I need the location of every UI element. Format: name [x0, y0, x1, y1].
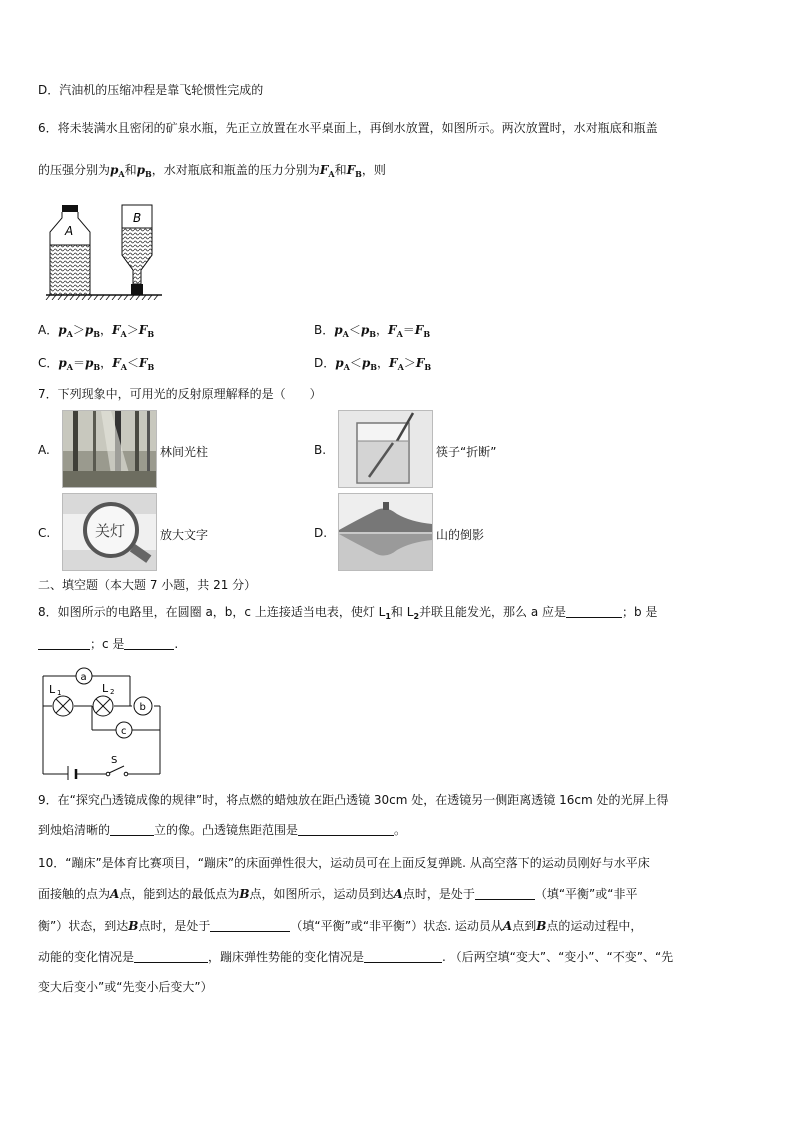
q9-blank-1[interactable] — [110, 823, 154, 836]
q6-option-b[interactable]: B．$p_A<p_B$，$F_A=F_B$ — [314, 323, 431, 339]
q7-option-b-key[interactable]: B. — [314, 443, 327, 457]
q7-stem: 7．下列现象中，可用光的反射原理解释的是（ ） — [38, 387, 322, 401]
q9-stem-line2: 到烛焰清晰的 立的像。凸透镜焦距范围是 。 — [38, 823, 407, 837]
svg-text:a: a — [80, 672, 87, 683]
section-2-heading: 二、填空题（本大题 7 小题，共 21 分） — [38, 578, 257, 592]
battery — [68, 766, 76, 780]
chopstick-glass-photo — [338, 410, 433, 488]
bottles-figure — [44, 200, 164, 300]
q8-blank-b[interactable] — [38, 637, 90, 650]
q7-option-a-text: 林间光柱 — [160, 445, 209, 459]
q7-option-a-key[interactable]: A. — [38, 443, 50, 457]
q10-stem-line5: 变大后变小”或“先变小后变大”） — [38, 980, 213, 994]
svg-text:S: S — [111, 755, 118, 766]
bottle-b-label: B — [133, 211, 142, 225]
lamp-l2 — [93, 696, 113, 716]
svg-text:1: 1 — [57, 689, 62, 697]
q7-option-d-key[interactable]: D. — [314, 526, 328, 540]
bottle-a — [50, 205, 90, 295]
q6-option-d[interactable]: D．$p_A<p_B$，$F_A>F_B$ — [314, 356, 432, 372]
q10-blank-4[interactable] — [364, 950, 442, 963]
q9-blank-2[interactable] — [298, 823, 394, 836]
bottle-a-label: A — [65, 224, 74, 238]
mountain-reflection-photo — [338, 493, 433, 571]
q10-blank-3[interactable] — [134, 950, 208, 963]
magnifier-photo — [62, 493, 157, 571]
q10-stem-line2: 面接触的点为A点，能到达的最低点为B点，如图所示，运动员到达A点时，是处于 （填“平衡”或“非平 — [38, 887, 638, 901]
q7-option-c-key[interactable]: C. — [38, 526, 51, 540]
q8-stem-line1: 8．如图所示的电路里，在圆圈 a，b，c 上连接适当电表，使灯 $L_1$和 $L_2$并联且能发光，那么 a 应是 ；b 是 — [38, 605, 658, 621]
svg-text:b: b — [139, 702, 146, 713]
switch — [106, 766, 128, 776]
lamp-l1 — [53, 696, 73, 716]
q5-option-d: D．汽油机的压缩冲程是靠飞轮惯性完成的 — [38, 83, 264, 97]
q6-option-a[interactable]: A．$p_A>p_B$，$F_A>F_B$ — [38, 323, 155, 339]
q10-stem-line3: 衡”）状态，到达B点时，是处于 （填“平衡”或“非平衡”）状态. 运动员从A点到B点的运动过程中， — [38, 919, 643, 933]
q8-circuit-diagram — [38, 662, 168, 780]
q8-blank-a[interactable] — [566, 605, 622, 618]
q10-blank-1[interactable] — [475, 887, 535, 900]
q10-stem-line4: 动能的变化情况是 ，蹦床弹性势能的变化情况是 . （后两空填“变大”、“变小”、“不变”、“先 — [38, 950, 674, 964]
svg-text:L: L — [49, 683, 56, 696]
magnifier-text: 关灯 — [95, 522, 126, 540]
q10-blank-2[interactable] — [210, 919, 290, 932]
q7-option-b-text: 筷子“折断” — [436, 445, 497, 459]
forest-light-photo — [62, 410, 157, 488]
q8-stem-line2: ；c 是 . — [38, 636, 178, 652]
q7-option-d-text: 山的倒影 — [436, 528, 485, 542]
svg-text:L: L — [102, 682, 109, 695]
q8-blank-c[interactable] — [124, 637, 174, 650]
svg-text:2: 2 — [110, 688, 115, 696]
q6-stem-line2: 的压强分别为$p_A$和$p_B$，水对瓶底和瓶盖的压力分别为$F_A$和$F_B$，则 — [38, 163, 386, 179]
q6-option-c[interactable]: C．$p_A=p_B$，$F_A<F_B$ — [38, 356, 155, 372]
q7-option-c-text: 放大文字 — [160, 528, 209, 542]
q10-stem-line1: 10．“蹦床”是体育比赛项目，“蹦床”的床面弹性很大，运动员可在上面反复弹跳. 从高空落下的运动员刚好与水平床 — [38, 856, 650, 870]
q6-stem-line1: 6．将未装满水且密闭的矿泉水瓶，先正立放置在水平桌面上，再倒水放置，如图所示。两次放置时，水对瓶底和瓶盖 — [38, 121, 658, 135]
q9-stem-line1: 9．在“探究凸透镜成像的规律”时，将点燃的蜡烛放在距凸透镜 30cm 处，在透镜另一侧距离透镜 16cm 处的光屏上得 — [38, 793, 669, 807]
bottle-b — [122, 205, 152, 295]
svg-text:c: c — [121, 726, 127, 737]
